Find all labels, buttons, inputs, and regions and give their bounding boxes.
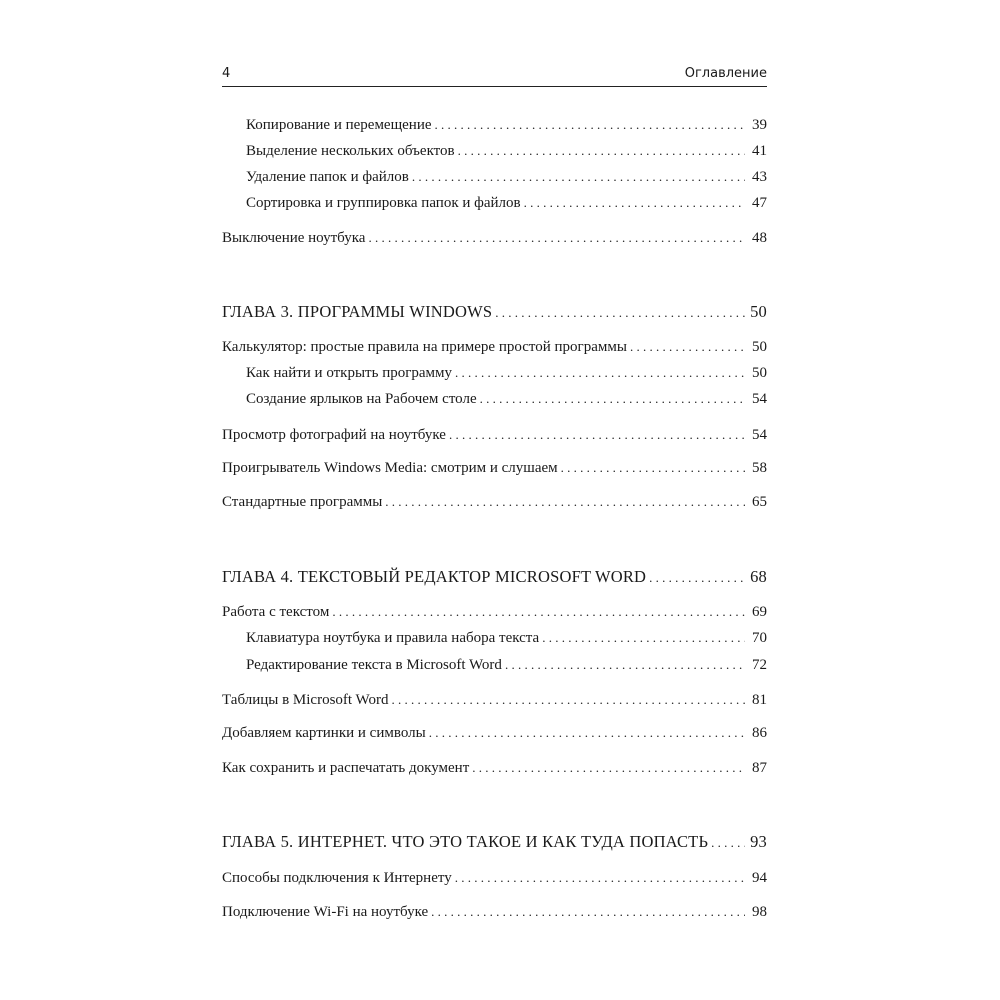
toc-entry-title: Создание ярлыков на Рабочем столе <box>246 391 477 407</box>
toc-entry-page: 47 <box>752 195 767 211</box>
toc-entry-page: 54 <box>752 427 767 443</box>
toc-entry-page: 41 <box>752 143 767 159</box>
toc-entry <box>222 901 767 923</box>
toc-chapter-heading <box>222 301 767 323</box>
toc-entry-page: 50 <box>752 365 767 381</box>
toc-leader-dots <box>480 388 745 410</box>
toc-chapter-heading <box>222 566 767 588</box>
toc-entry-title: Выключение ноутбука <box>222 230 366 246</box>
toc-leader-dots <box>412 166 745 188</box>
toc-entry-title: Калькулятор: простые правила на примере простой программы <box>222 339 627 355</box>
toc-entry-page: 68 <box>750 567 767 586</box>
toc-entry-title: Работа с текстом <box>222 604 330 620</box>
toc-leader-dots <box>455 867 745 889</box>
toc-entry-page: 87 <box>752 760 767 776</box>
toc-entry-page: 70 <box>752 630 767 646</box>
toc-leader-dots <box>368 227 745 249</box>
toc-entry <box>222 757 767 779</box>
toc-leader-dots <box>505 654 745 676</box>
toc-entry <box>222 867 767 889</box>
toc-leader-dots <box>630 336 745 358</box>
toc-entry-title: Просмотр фотографий на ноутбуке <box>222 427 446 443</box>
toc-entry <box>246 166 767 188</box>
page-header <box>222 64 767 87</box>
toc-entry-page: 98 <box>752 904 767 920</box>
toc-entry-title: Копирование и перемещение <box>246 117 432 133</box>
toc-leader-dots <box>332 601 745 623</box>
toc-entry-title: Таблицы в Microsoft Word <box>222 692 389 708</box>
toc-leader-dots <box>542 627 745 649</box>
toc-entry-page: 58 <box>752 460 767 476</box>
toc-entry-page: 65 <box>752 494 767 510</box>
toc-entry-title: Клавиатура ноутбука и правила набора текста <box>246 630 540 646</box>
toc-leader-dots <box>429 722 745 744</box>
running-title: Оглавление <box>684 66 767 81</box>
toc-entry-page: 72 <box>752 657 767 673</box>
toc-entry <box>246 114 767 136</box>
toc-entry <box>222 227 767 249</box>
toc-leader-dots <box>435 114 745 136</box>
toc-entry <box>246 192 767 214</box>
toc-entry-title: Способы подключения к Интернету <box>222 870 452 886</box>
toc-leader-dots <box>472 757 745 779</box>
toc-entry-page: 86 <box>752 725 767 741</box>
toc-entry-title: ГЛАВА 5. ИНТЕРНЕТ. ЧТО ЭТО ТАКОЕ И КАК ТУДА ПОПАСТЬ <box>222 832 709 851</box>
toc-entry-title: Как сохранить и распечатать документ <box>222 760 470 776</box>
toc-entry <box>222 601 767 623</box>
page-number: 4 <box>222 66 231 81</box>
toc-entry-title: Добавляем картинки и символы <box>222 725 426 741</box>
toc-entry-page: 50 <box>752 339 767 355</box>
toc-entry-page: 54 <box>752 391 767 407</box>
toc-entry-page: 48 <box>752 230 767 246</box>
toc-entry-title: Выделение нескольких объектов <box>246 143 455 159</box>
toc-leader-dots <box>561 457 745 479</box>
toc-leader-dots <box>385 491 745 513</box>
toc-leader-dots <box>524 192 745 214</box>
toc-entry-title: ГЛАВА 4. ТЕКСТОВЫЙ РЕДАКТОР MICROSOFT WORD <box>222 567 647 586</box>
toc-leader-dots <box>431 901 745 923</box>
toc-entry-title: Подключение Wi-Fi на ноутбуке <box>222 904 429 920</box>
toc-entry-title: Сортировка и группировка папок и файлов <box>246 195 521 211</box>
toc-entry <box>246 627 767 649</box>
toc-entry-title: Проигрыватель Windows Media: смотрим и слушаем <box>222 460 558 476</box>
toc-entry-title: Стандартные программы <box>222 494 383 510</box>
toc-entry-title: ГЛАВА 3. ПРОГРАММЫ WINDOWS <box>222 302 493 321</box>
toc-entry-page: 81 <box>752 692 767 708</box>
toc-entry <box>222 424 767 446</box>
toc-leader-dots <box>711 832 745 854</box>
toc-chapter-heading <box>222 831 767 853</box>
toc-entry-page: 50 <box>750 302 767 321</box>
toc-entry <box>246 388 767 410</box>
toc-entry <box>246 362 767 384</box>
toc-entry <box>222 457 767 479</box>
toc-leader-dots <box>458 140 745 162</box>
toc-entry <box>222 336 767 358</box>
toc-leader-dots <box>495 302 745 324</box>
toc-entry <box>246 140 767 162</box>
toc-leader-dots <box>449 424 745 446</box>
toc-entry-page: 93 <box>750 832 767 851</box>
toc-entry-page: 43 <box>752 169 767 185</box>
toc-leader-dots <box>455 362 745 384</box>
toc-leader-dots <box>392 689 746 711</box>
toc-leader-dots <box>649 567 745 589</box>
toc-entry-title: Удаление папок и файлов <box>246 169 409 185</box>
toc-entry <box>246 654 767 676</box>
toc-entry-page: 69 <box>752 604 767 620</box>
toc-entry-title: Как найти и открыть программу <box>246 365 453 381</box>
toc-entry-page: 94 <box>752 870 767 886</box>
toc-entry <box>222 689 767 711</box>
toc-entry <box>222 491 767 513</box>
toc-entry <box>222 722 767 744</box>
toc-entry-title: Редактирование текста в Microsoft Word <box>246 657 502 673</box>
toc-entry-page: 39 <box>752 117 767 133</box>
